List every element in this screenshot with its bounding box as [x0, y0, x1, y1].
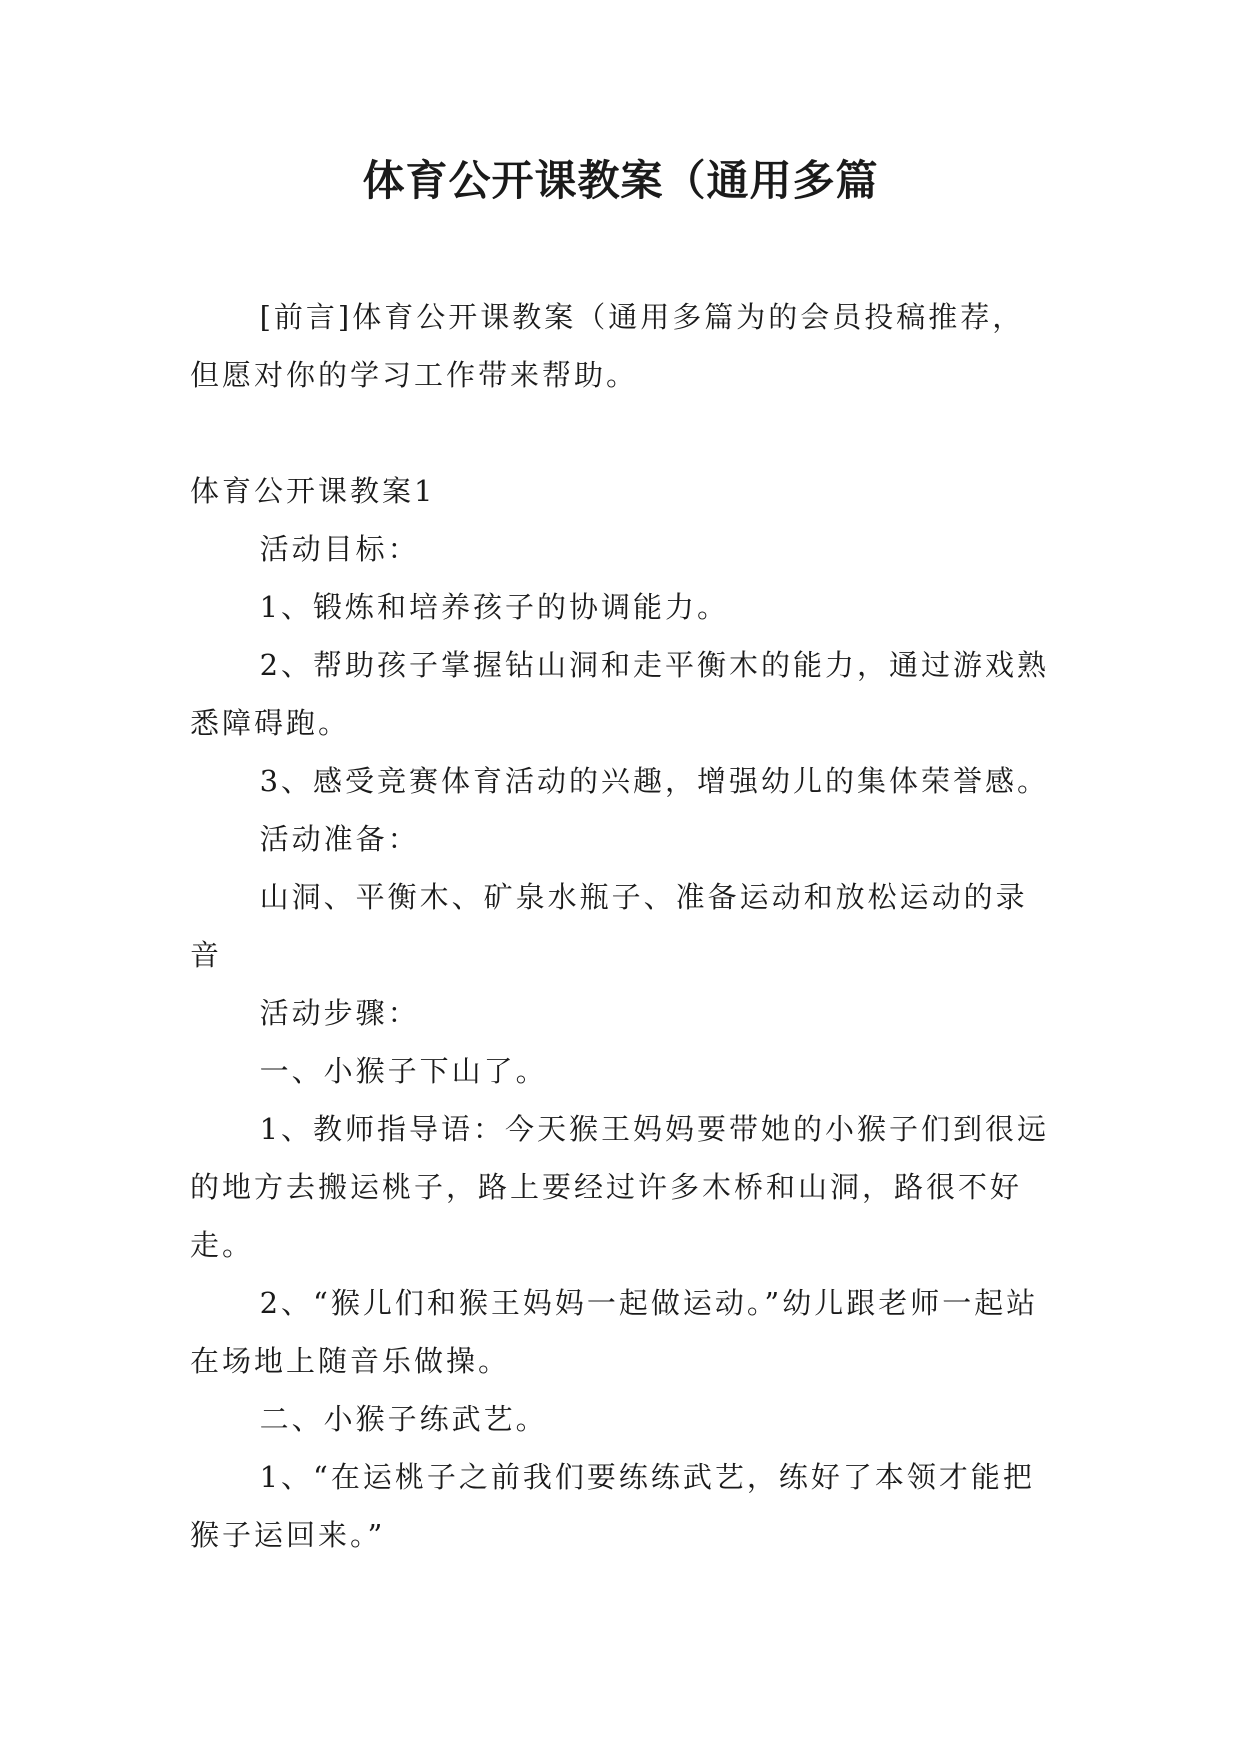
paragraph-activity-prep: 活动准备：	[259, 822, 420, 856]
paragraph-step-two: 二、小猴子练武艺。	[259, 1402, 548, 1436]
paragraph-goal-1: 1、锻炼和培养孩子的协调能力。	[259, 590, 730, 624]
paragraph-step-two-1: 1、“在运桃子之前我们要练练武艺，练好了本领才能把猴子运回来。”	[190, 1460, 1035, 1552]
paragraph-goal-2: 2、帮助孩子掌握钻山洞和走平衡木的能力，通过游戏熟悉障碍跑。	[190, 648, 1050, 740]
document-title: 体育公开课教案（通用多篇	[362, 156, 879, 205]
paragraph-goal-3: 3、感受竞赛体育活动的兴趣，增强幼儿的集体荣誉感。	[259, 764, 1050, 798]
paragraph-prep-materials: 山洞、平衡木、矿泉水瓶子、准备运动和放松运动的录音	[190, 880, 1028, 972]
paragraph-step-one-2: 2、“猴儿们和猴王妈妈一起做运动。”幼儿跟老师一起站在场地上随音乐做操。	[190, 1286, 1039, 1378]
paragraph-step-one-1: 1、教师指导语：今天猴王妈妈要带她的小猴子们到很远的地方去搬运桃子，路上要经过许多木桥和山洞，路很不好走。	[190, 1112, 1050, 1262]
paragraph-activity-goals: 活动目标：	[259, 532, 420, 566]
document-body	[190, 288, 1050, 1564]
section-title: 体育公开课教案1	[190, 474, 436, 508]
paragraph-gap	[190, 404, 1050, 462]
paragraph-activity-steps: 活动步骤：	[259, 996, 420, 1030]
preface-paragraph: [前言]体育公开课教案（通用多篇为的会员投稿推荐，但愿对你的学习工作带来帮助。	[190, 300, 1025, 392]
paragraph-step-one: 一、小猴子下山了。	[259, 1054, 548, 1088]
